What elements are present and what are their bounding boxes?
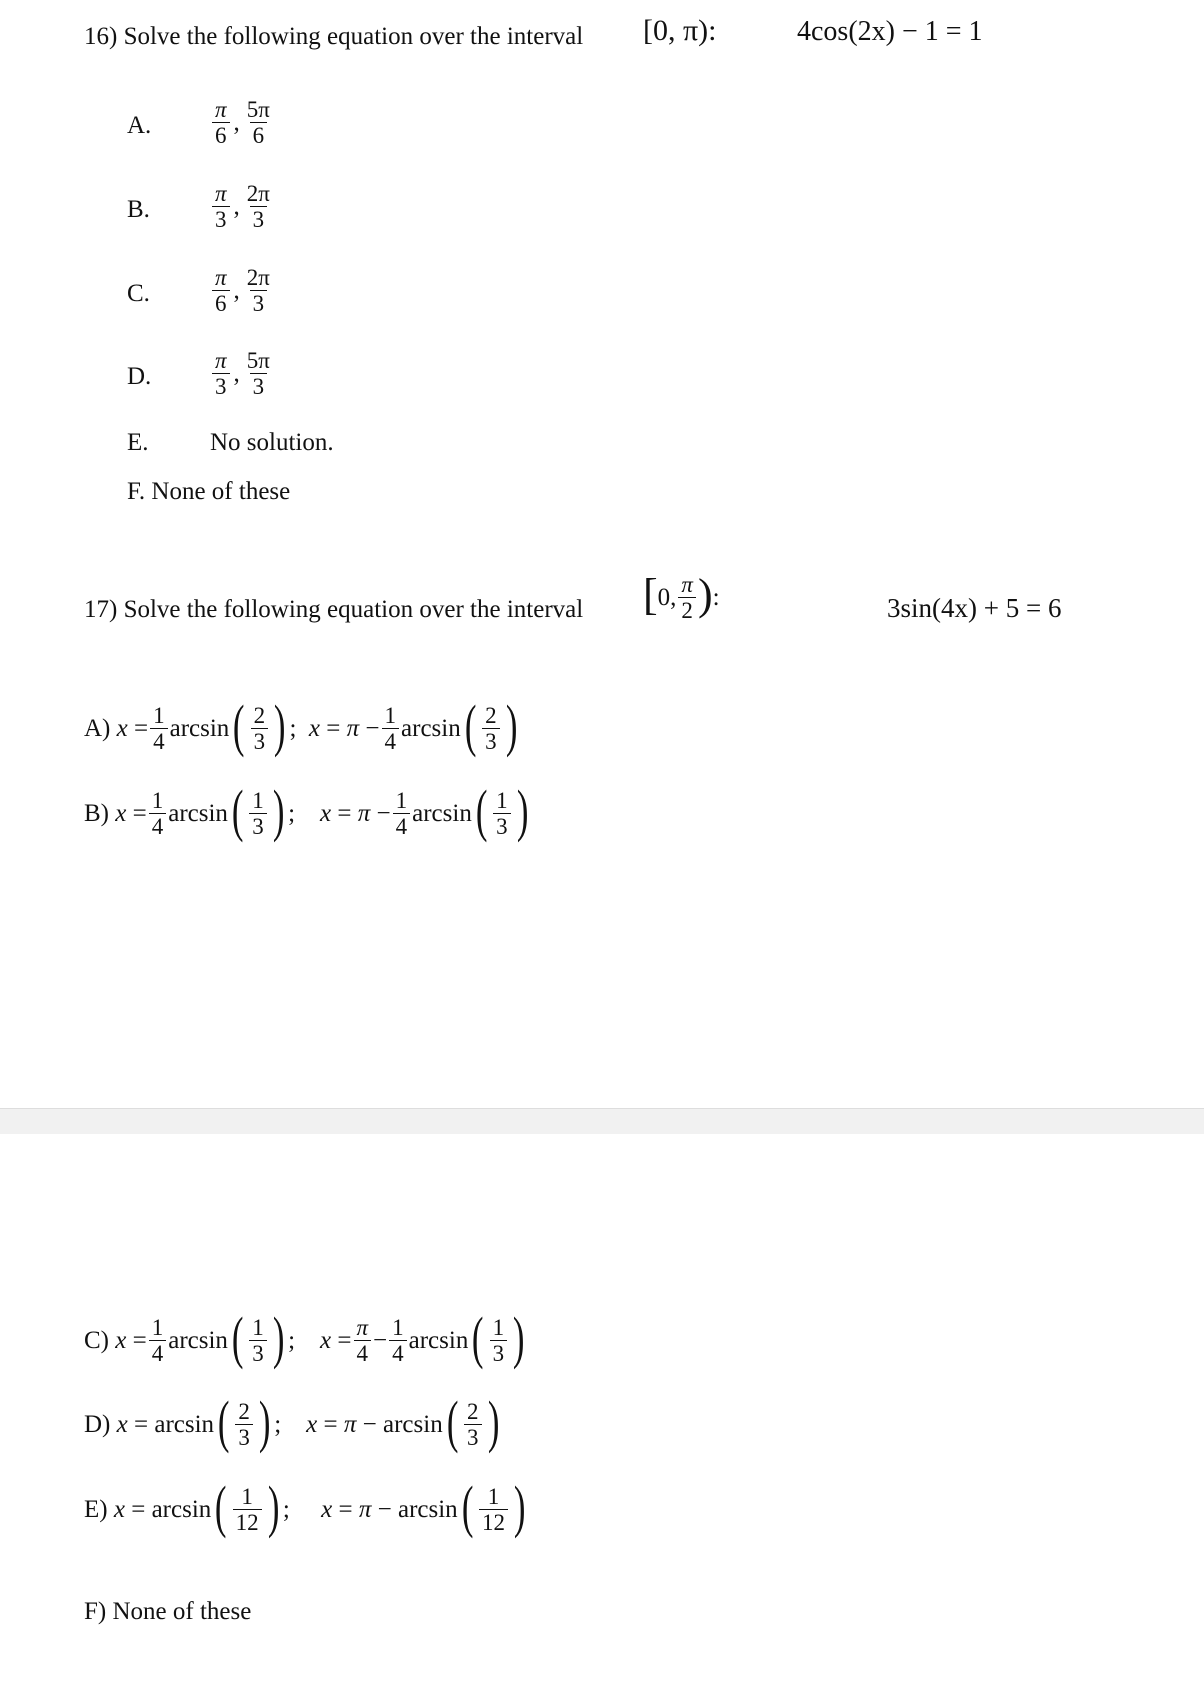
q17-option-a: A) x = $\frac{1}{4}$ arcsin ( $\frac{2}{3}$ ) ; x = π − $\frac{1}{4}$ arcsin ( $\frac{2}{3}$ )	[84, 693, 518, 758]
page-2	[0, 1134, 1204, 1699]
q16-option-d-value: $\frac{\pi}{3}$ , $\frac{5\pi}{3}$	[210, 349, 275, 399]
q17-prompt: 17) Solve the following equation over the interval	[84, 596, 584, 623]
q17-option-b: B) x = $\frac{1}{4}$ arcsin ( $\frac{1}{3}$ ) ; x = π − $\frac{1}{4}$ arcsin ( $\frac{1}{3}$ )	[84, 778, 529, 843]
q16-option-c-letter: C.	[127, 280, 150, 307]
page-break	[0, 1108, 1204, 1136]
q17-option-b-letter: B)	[84, 800, 109, 827]
q16-option-e-letter: E.	[127, 429, 149, 456]
q17-option-c: C) x = $\frac{1}{4}$ arcsin ( $\frac{1}{3}$ ) ; x = $\frac{\pi}{4}$ − $\frac{1}{4}$ arcsin ( $\frac{1}{3}$ )	[84, 1305, 525, 1370]
q16-option-f: F. None of these	[127, 478, 291, 505]
q17-option-e-letter: E)	[84, 1496, 108, 1523]
q16-option-d-letter: D.	[127, 363, 152, 390]
q17-option-e: E) x = arcsin ( $\frac{1}{12}$ ) ; x = π − arcsin ( $\frac{1}{12}$ )	[84, 1474, 526, 1539]
q16-option-a-value: $\frac{\pi}{6}$ , $\frac{5\pi}{6}$	[210, 98, 275, 148]
q16-option-b-letter: B.	[127, 196, 150, 223]
q16-option-e-text: No solution.	[210, 429, 334, 456]
q16-option-b-value: $\frac{\pi}{3}$ , $\frac{2\pi}{3}$	[210, 182, 275, 232]
q17-option-a-letter: A)	[84, 715, 111, 742]
q17-interval: [ 0, $\frac{\pi}{2}$ ) :	[643, 570, 720, 624]
q16-option-c-value: $\frac{\pi}{6}$ , $\frac{2\pi}{3}$	[210, 266, 275, 316]
q16-option-a-letter: A.	[127, 112, 152, 139]
q17-option-d: D) x = arcsin ( $\frac{2}{3}$ ) ; x = π − arcsin ( $\frac{2}{3}$ )	[84, 1389, 499, 1454]
q17-option-c-letter: C)	[84, 1327, 109, 1354]
q17-equation: 3sin(4x) + 5 = 6	[887, 593, 1062, 623]
q17-option-d-letter: D)	[84, 1411, 111, 1438]
q16-prompt: 16) Solve the following equation over the interval	[84, 23, 584, 50]
q16-equation: 4cos(2x) − 1 = 1	[797, 16, 983, 47]
q17-option-f: F) None of these	[84, 1598, 252, 1625]
q16-interval: [0, π):	[643, 14, 717, 47]
